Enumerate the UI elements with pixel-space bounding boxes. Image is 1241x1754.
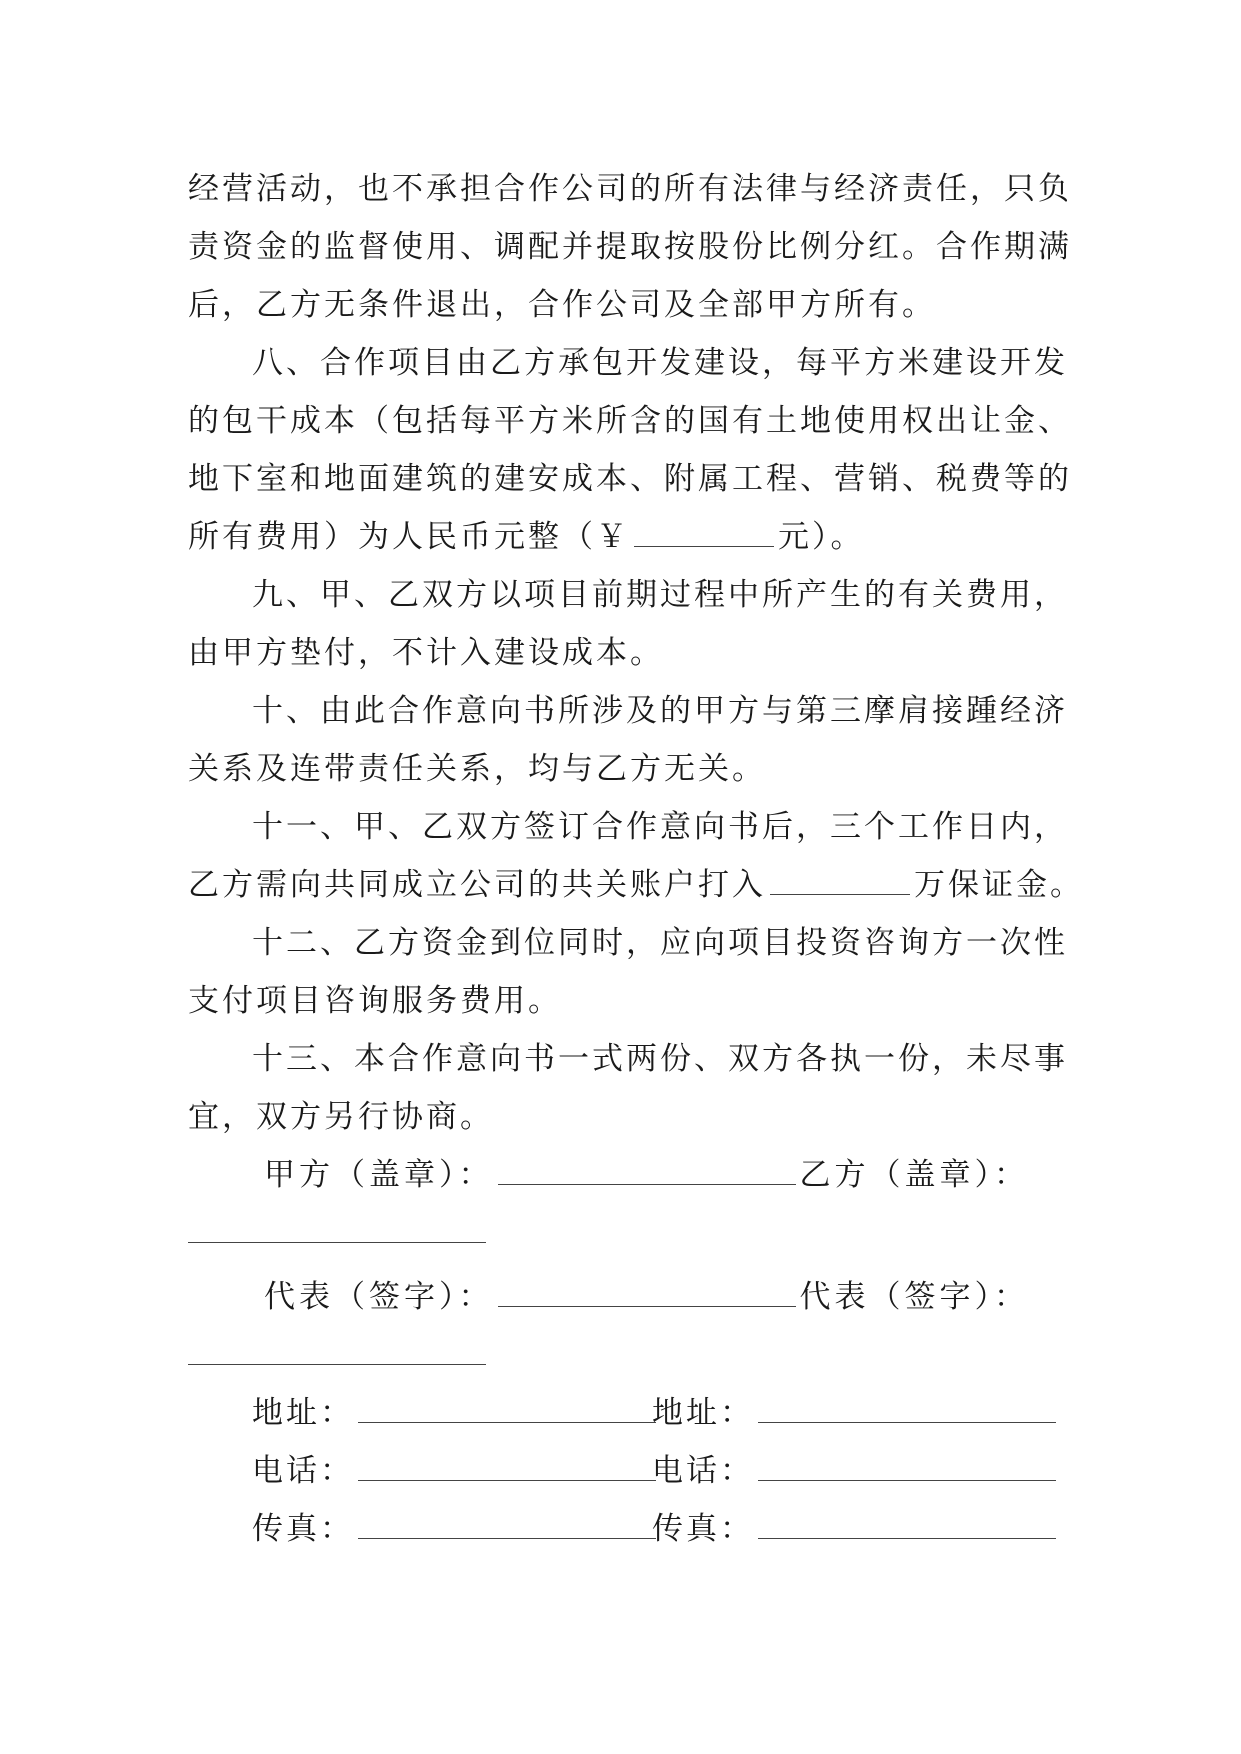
party-b-fax-label: 传真： — [652, 1511, 754, 1547]
text-line — [188, 508, 1054, 566]
fax-row — [188, 1500, 1054, 1558]
seal-row-continued — [188, 1204, 1054, 1262]
party-b-seal-label: 乙方（盖章）： — [799, 1157, 1029, 1193]
party-a-address-blank[interactable] — [358, 1392, 656, 1423]
contact-block — [188, 1384, 1054, 1558]
party-a-phone-label: 电话： — [252, 1453, 354, 1489]
party-a-fax-blank[interactable] — [358, 1508, 656, 1539]
representative-row-continued — [188, 1326, 1054, 1384]
clause-10 — [188, 682, 1068, 798]
text-line — [188, 856, 1084, 914]
clause-13 — [188, 1030, 1068, 1146]
amount-blank[interactable] — [634, 516, 774, 547]
signature-block — [188, 1146, 1054, 1384]
clause-12 — [188, 914, 1068, 1030]
text-line: 由甲方垫付，不计入建设成本。 — [188, 635, 664, 671]
text-line: 八、合作项目由乙方承包开发建设，每平方米建设开发 — [252, 345, 1068, 381]
clause-8 — [188, 334, 1072, 566]
clause-11-text-after: 万保证金。 — [914, 867, 1084, 903]
party-a-fax-label: 传真： — [252, 1511, 354, 1547]
text-line: 的包干成本（包括每平方米所含的国有土地使用权出让金、 — [188, 403, 1072, 439]
party-a-address-label: 地址： — [252, 1395, 354, 1431]
party-a-rep-blank[interactable] — [498, 1276, 796, 1307]
seal-row — [188, 1146, 1054, 1204]
party-b-fax-blank[interactable] — [758, 1508, 1056, 1539]
text-line: 地下室和地面建筑的建安成本、附属工程、营销、税费等的 — [188, 461, 1072, 497]
clause-9 — [188, 566, 1068, 682]
text-line: 经营活动，也不承担合作公司的所有法律与经济责任，只负 — [188, 171, 1072, 207]
text-line: 十、由此合作意向书所涉及的甲方与第三摩肩接踵经济 — [252, 693, 1068, 729]
clause-7-continued — [188, 160, 1072, 334]
party-b-rep-blank[interactable] — [188, 1334, 486, 1365]
phone-row — [188, 1442, 1054, 1500]
party-b-phone-label: 电话： — [652, 1453, 754, 1489]
deposit-blank[interactable] — [770, 864, 910, 895]
party-b-phone-blank[interactable] — [758, 1450, 1056, 1481]
clause-8-text-after: 元）。 — [778, 519, 865, 555]
party-b-seal-blank[interactable] — [188, 1212, 486, 1243]
representative-row — [188, 1268, 1054, 1326]
party-a-seal-blank[interactable] — [498, 1154, 796, 1185]
text-line: 十二、乙方资金到位同时，应向项目投资咨询方一次性 — [252, 925, 1068, 961]
party-b-address-blank[interactable] — [758, 1392, 1056, 1423]
address-row — [188, 1384, 1054, 1442]
text-line: 支付项目咨询服务费用。 — [188, 983, 562, 1019]
text-line: 九、甲、乙双方以项目前期过程中所产生的有关费用， — [252, 577, 1068, 613]
clause-8-text-before: 所有费用）为人民币元整（￥ — [188, 519, 630, 555]
party-b-address-label: 地址： — [652, 1395, 754, 1431]
text-line: 关系及连带责任关系，均与乙方无关。 — [188, 751, 766, 787]
text-line: 十一、甲、乙双方签订合作意向书后，三个工作日内， — [252, 809, 1068, 845]
party-a-rep-label: 代表（签字）： — [264, 1279, 494, 1315]
clause-11-text-before: 乙方需向共同成立公司的共关账户打入 — [188, 867, 766, 903]
text-line: 后，乙方无条件退出，合作公司及全部甲方所有。 — [188, 287, 936, 323]
text-line: 责资金的监督使用、调配并提取按股份比例分红。合作期满 — [188, 229, 1072, 265]
text-line: 十三、本合作意向书一式两份、双方各执一份，未尽事 — [252, 1041, 1068, 1077]
party-b-rep-label: 代表（签字）： — [799, 1279, 1029, 1315]
clause-11 — [188, 798, 1084, 914]
party-a-phone-blank[interactable] — [358, 1450, 656, 1481]
document-page — [188, 160, 1084, 1558]
text-line: 宜，双方另行协商。 — [188, 1099, 494, 1135]
party-a-seal-label: 甲方（盖章）： — [264, 1157, 494, 1193]
